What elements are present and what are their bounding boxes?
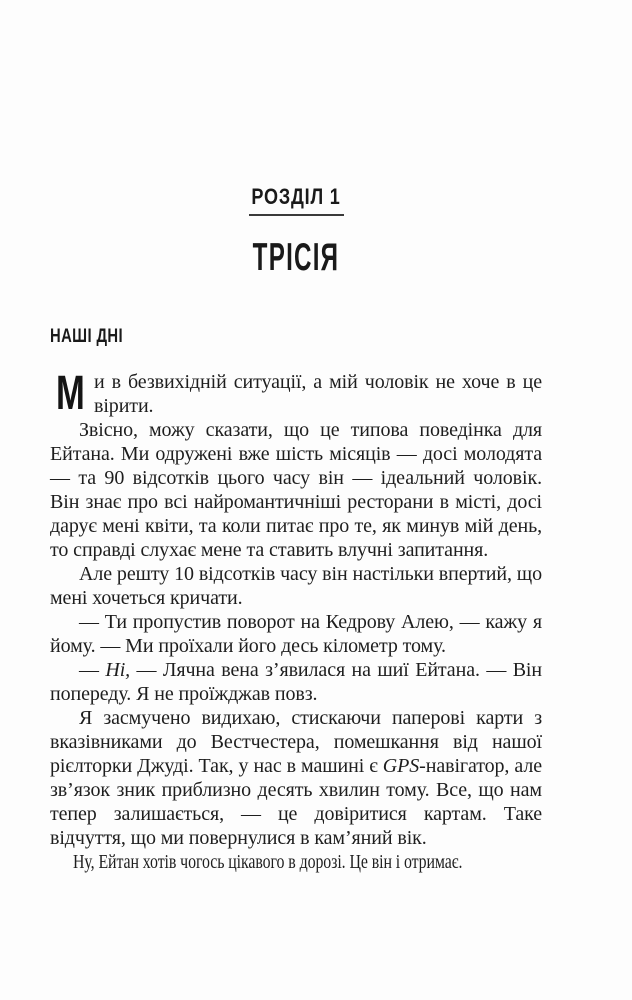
text-run: Ну, Ейтан хотів чогось цікавого в дорозі. Це він і отримає.: [73, 851, 463, 873]
chapter-label: РОЗДІЛ 1: [251, 184, 341, 209]
text-run: — Ти пропустив поворот на Кедрову Алею, — кажу я йому. — Ми проїхали його десь кілометр тому.: [50, 611, 542, 657]
italic-text-run: Ні,: [105, 659, 131, 681]
paragraph: [50, 706, 542, 850]
text-run: -навігатор, але зв’язок зник приблизно десять хвилин тому. Все, що нам тепер залишається, — це довіритися картам. Таке відчуття, що ми повернулися в кам’яний вік.: [50, 755, 542, 849]
paragraph: [50, 418, 542, 562]
text-run: и в безвихідній ситуації, а мій чоловік не хоче в це вірити.: [94, 371, 542, 417]
text-run: — Лячна вена з’явилася на шиї Ейтана. — Він попереду. Я не проїжджав повз.: [50, 659, 542, 705]
text-run: Але решту 10 відсотків часу він настільки впертий, що мені хочеться кричати.: [50, 563, 542, 609]
chapter-title: ТРІСІЯ: [252, 236, 340, 279]
italic-text-run: GPS: [382, 755, 420, 777]
body-text: [50, 367, 542, 874]
paragraph: [50, 562, 542, 610]
drop-cap-letter: М: [56, 367, 85, 420]
text-run: Звісно, можу сказати, що це типова поведінка для Ейтана. Ми одружені вже шість місяців — досі молодята — та 90 відсотків цього часу він — ідеальний чоловік. Він знає про всі найромантичніші ресторани в місті, досі дарує мені квіти, та коли питає про те, як минув мій день, то справді слухає мене та ставить влучні запитання.: [50, 419, 542, 561]
section-header: НАШІ ДНІ: [50, 326, 124, 347]
text-run: —: [79, 659, 106, 681]
paragraph: [50, 610, 542, 658]
paragraph: [50, 367, 542, 420]
chapter-divider-rule: [249, 214, 344, 216]
paragraph: [50, 850, 542, 874]
text-run: Я засмучено видихаю, стискаючи паперові карти з вказівниками до Вестчестера, помешкання від нашої рієлторки Джуді. Так, у нас в машині є: [50, 707, 542, 777]
paragraph: [50, 658, 542, 706]
